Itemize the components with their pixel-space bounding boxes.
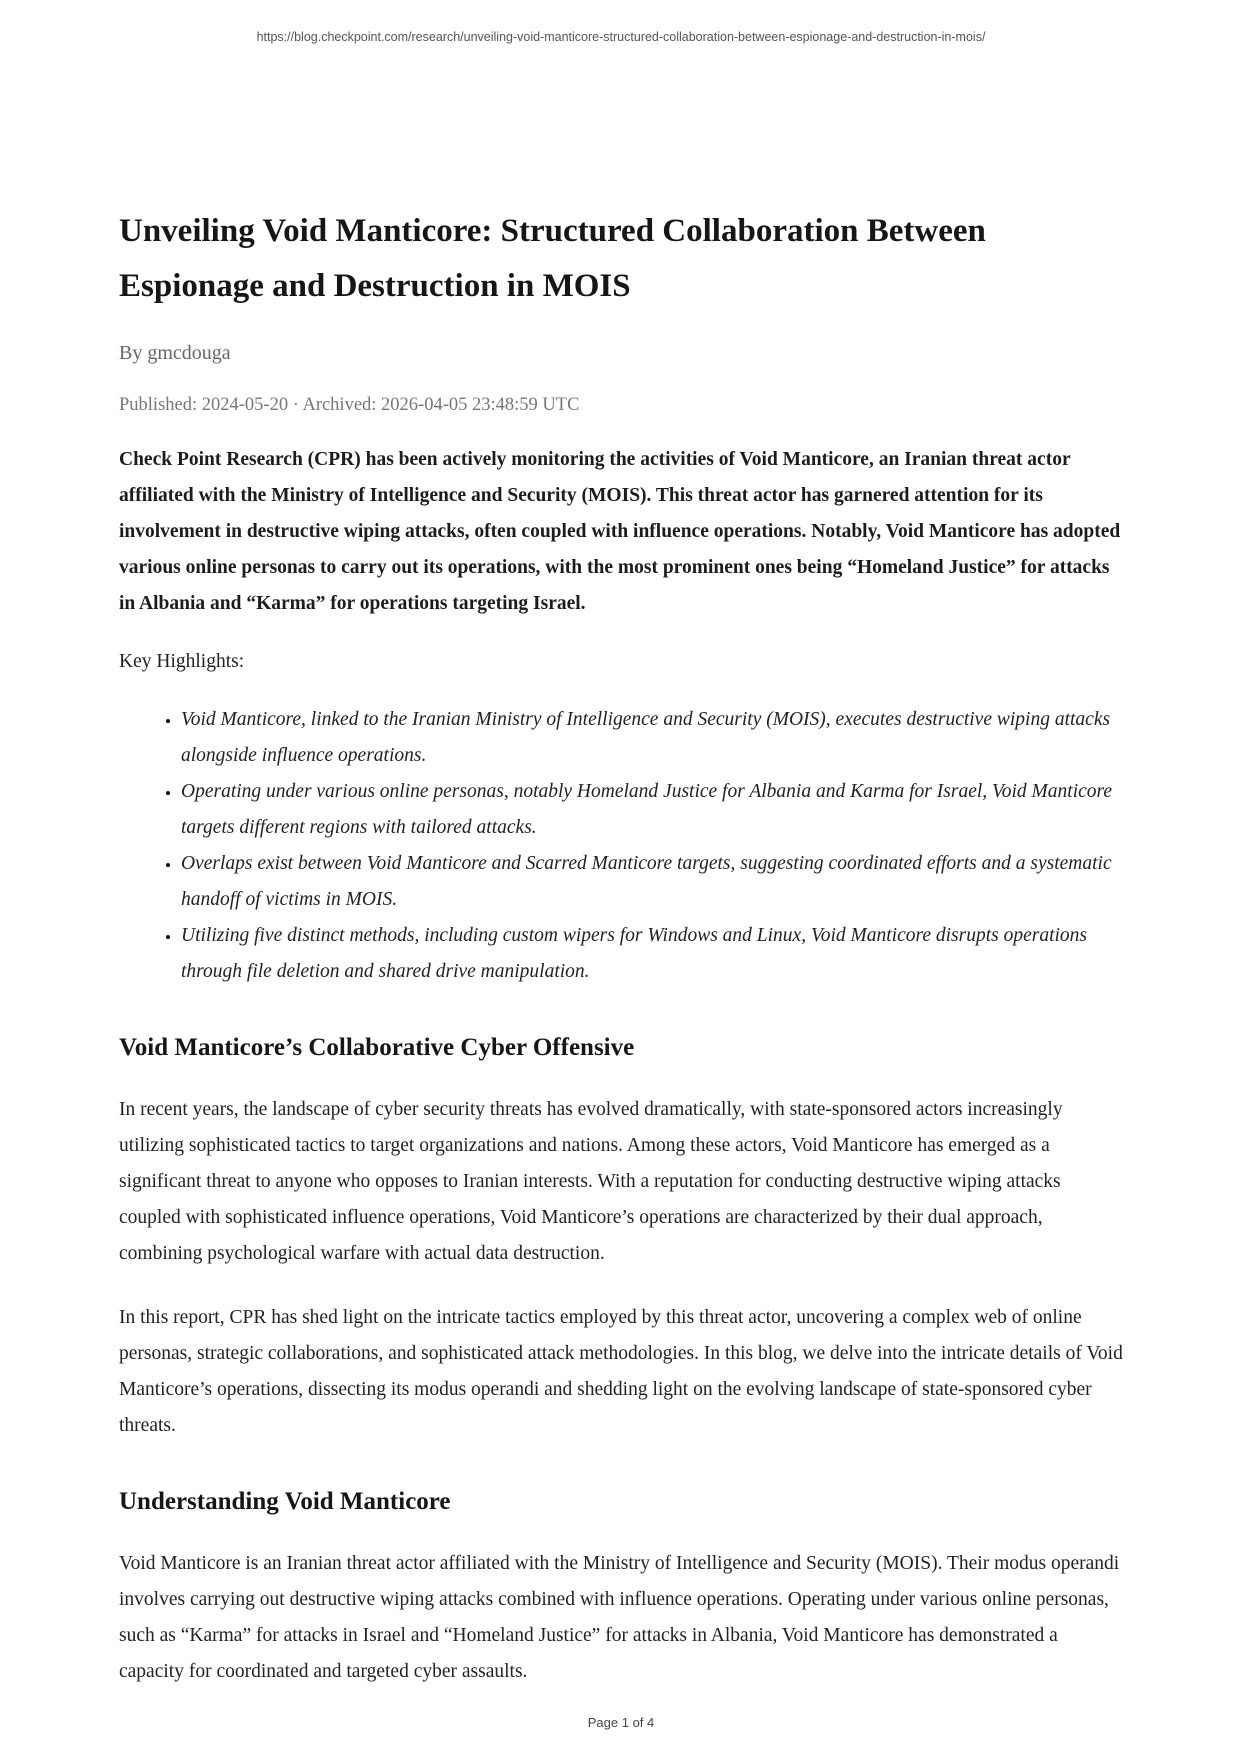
section-heading-collaborative-cyber-offensive: Void Manticore’s Collaborative Cyber Offensive <box>119 1034 635 1061</box>
section-heading-understanding-void-manticore: Understanding Void Manticore <box>119 1488 451 1515</box>
intro-paragraph: Check Point Research (CPR) has been actively monitoring the activities of Void Manticore, an Iranian threat actor affiliated with the Ministry of Intelligence and Security (MOIS). This threat actor has garnered attention for its involvement in destructive wiping attacks, often coupled with influence operations. Notably, Void Manticore has adopted various online personas to carry out its operations, with the most prominent ones being “Homeland Justice” for attacks in Albania and “Karma” for operations targeting Israel. <box>119 449 1121 614</box>
highlight-item: • Overlaps exist between Void Manticore and Scarred Manticore targets, suggesting coordinated efforts and a systematic handoff of victims in MOIS. <box>181 846 1125 918</box>
highlight-item: • Void Manticore, linked to the Iranian Ministry of Intelligence and Security (MOIS), executes destructive wiping attacks alongside influence operations. <box>181 702 1125 774</box>
page-title: Unveiling Void Manticore: Structured Collaboration Between Espionage and Destruction in MOIS <box>119 213 986 304</box>
highlight-item: • Utilizing five distinct methods, including custom wipers for Windows and Linux, Void Manticore disrupts operations through file deletion and shared drive manipulation. <box>181 918 1125 990</box>
section-paragraph: In this report, CPR has shed light on the intricate tactics employed by this threat actor, uncovering a complex web of online personas, strategic collaborations, and sophisticated attack methodologies. In this blog, we delve into the intricate details of Void Manticore’s operations, dissecting its modus operandi and shedding light on the evolving landscape of state-sponsored cyber threats. <box>119 1307 1123 1436</box>
page-number-footer: Page 1 of 4 <box>587 1715 655 1730</box>
article-content <box>119 204 1125 1690</box>
source-url: https://blog.checkpoint.com/research/unveiling-void-manticore-structured-collaboration-between-espionage-and-destruction-in-mois/ <box>256 30 986 44</box>
byline: By gmcdouga <box>119 342 231 364</box>
key-highlights-list <box>119 702 1125 990</box>
section-paragraph: Void Manticore is an Iranian threat actor affiliated with the Ministry of Intelligence and Security (MOIS). Their modus operandi involves carrying out destructive wiping attacks combined with influence operations. Operating under various online personas, such as “Karma” for attacks in Israel and “Homeland Justice” for attacks in Albania, Void Manticore has demonstrated a capacity for coordinated and targeted cyber assaults. <box>119 1553 1120 1682</box>
published-archived-line: Published: 2024-05-20 · Archived: 2026-04-05 23:48:59 UTC <box>119 395 580 415</box>
key-highlights-label: Key Highlights: <box>119 651 245 672</box>
highlight-item: • Operating under various online personas, notably Homeland Justice for Albania and Karma for Israel, Void Manticore targets different regions with tailored attacks. <box>181 774 1125 846</box>
section-paragraph: In recent years, the landscape of cyber security threats has evolved dramatically, with state-sponsored actors increasingly utilizing sophisticated tactics to target organizations and nations. Among these actors, Void Manticore has emerged as a significant threat to anyone who opposes to Iranian interests. With a reputation for conducting destructive wiping attacks coupled with sophisticated influence operations, Void Manticore’s operations are characterized by their dual approach, combining psychological warfare with actual data destruction. <box>119 1099 1063 1264</box>
